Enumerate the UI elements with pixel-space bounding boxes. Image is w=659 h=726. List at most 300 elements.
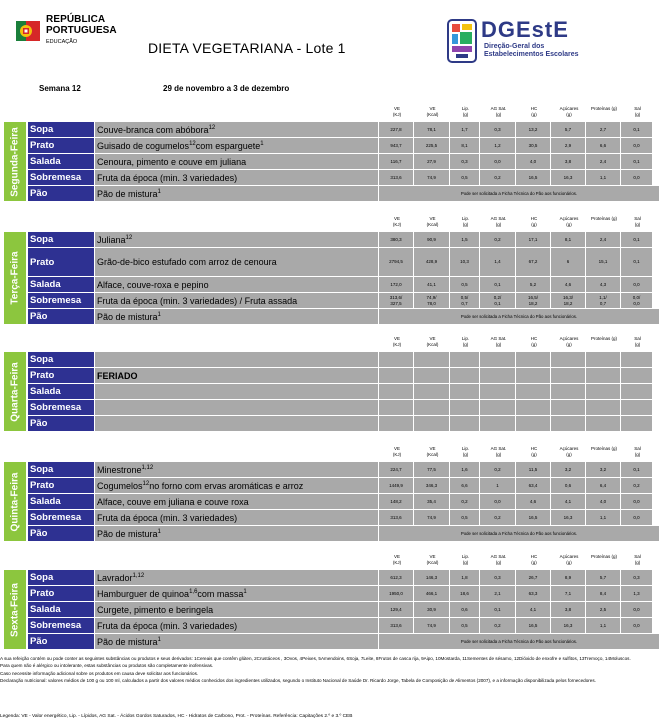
menu-row: [28, 186, 659, 201]
nutrition-value: 10,3: [450, 248, 479, 276]
nutrition-value: 3,2: [551, 462, 585, 477]
nutrition-value: 0,0: [480, 154, 515, 169]
meal-category: Sobremesa: [28, 510, 94, 525]
nutrition-value: 428,9: [414, 248, 449, 276]
column-header: VE (Kcal): [426, 216, 439, 227]
nutrition-value: 0,6: [551, 478, 585, 493]
nutrition-value: 16,3: [551, 618, 585, 633]
nutrition-value: 6,4: [586, 478, 620, 493]
nutrition-value: 1449,9: [379, 478, 413, 493]
nutrition-value: 612,3: [379, 570, 413, 585]
day-label: Quarta-Feira: [4, 352, 26, 431]
meal-category: Salada: [28, 602, 94, 617]
nutrition-value: 7,1: [551, 586, 585, 601]
meal-category: Prato: [28, 138, 94, 153]
nutrition-value: 0,1: [480, 602, 515, 617]
nutrition-value: 0,2: [450, 494, 479, 509]
nutrition-value: 74,9: [414, 510, 449, 525]
column-header: VE (KJ): [392, 446, 402, 457]
column-header: Sal (g): [634, 336, 641, 347]
dish-name: Lavrador $^{1,12}$: [95, 570, 378, 585]
dish-name: Fruta da época (min. 3 variedades) / Fruta assada: [95, 293, 378, 308]
nutrition-value: 0,2: [480, 232, 515, 247]
portuguesa-text: PORTUGUESA: [46, 24, 117, 36]
nutrition-value: 16,5: [516, 618, 550, 633]
column-header: Lip. (g): [461, 216, 470, 227]
nutrition-value: 0,0: [621, 618, 652, 633]
column-header: HC (g): [530, 216, 538, 227]
empty-cell: [414, 400, 449, 415]
empty-cell: [480, 400, 515, 415]
menu-row: [28, 248, 659, 276]
nutrition-value: 2,7: [586, 122, 620, 137]
bread-request-note: Pode ser solicitada a Ficha Técnica do Pão aos funcionários.: [379, 634, 659, 649]
nutrition-value: 0,3: [621, 570, 652, 585]
column-header: Sal (g): [634, 446, 641, 457]
legend-note: Legenda: VE - Valor energético, Lip. - Lípidos, AG Sat. - Ácidos Gordos Saturados, HC - Hidratos de Carbono, Prot. - Proteínas. Referência: Capitações 2.º e 3.º CEB: [0, 714, 353, 719]
day-label: Quinta-Feira: [4, 462, 26, 541]
nutrition-value: 26,7: [516, 570, 550, 585]
nutrition-value: 4,1: [551, 494, 585, 509]
nutrition-value: 4,1: [516, 602, 550, 617]
nutrition-value: 4,3: [586, 277, 620, 292]
nutrition-value: 313,6: [379, 510, 413, 525]
nutrition-value: 67,2: [516, 248, 550, 276]
nutrition-value: 0,2: [621, 478, 652, 493]
meal-category: Sobremesa: [28, 170, 94, 185]
empty-cell: [379, 368, 413, 383]
empty-cell: [480, 368, 515, 383]
nutrition-value: 41,1: [414, 277, 449, 292]
column-header: Sal (g): [634, 216, 641, 227]
nutrition-value: 77,5: [414, 462, 449, 477]
column-header: VE (Kcal): [426, 554, 439, 565]
empty-cell: [551, 416, 585, 431]
nutrition-value: 148,2: [379, 494, 413, 509]
republica-portuguesa-logo: [16, 15, 136, 65]
menu-row: [28, 384, 653, 399]
day-label: Sexta-Feira: [4, 570, 26, 649]
meal-category: Sopa: [28, 352, 94, 367]
column-header: Proteínas (g): [590, 336, 617, 341]
dish-name: Pão de mistura $^1$: [95, 526, 378, 541]
menu-row: [28, 170, 659, 185]
nutrition-value: 0,1: [621, 122, 652, 137]
nutrition-value: 13,2: [516, 122, 550, 137]
menu-row: [28, 138, 659, 153]
footer-notes: [0, 655, 659, 684]
column-header: AG Sat. (g): [490, 336, 507, 347]
nutrition-value: 63,3: [516, 586, 550, 601]
empty-cell: [551, 352, 585, 367]
column-header: Açúcares (g): [559, 106, 579, 117]
menu-row: [28, 368, 653, 383]
empty-cell: [621, 352, 652, 367]
column-header: Lip. (g): [461, 446, 470, 457]
page-title: DIETA VEGETARIANA - Lote 1: [148, 40, 346, 56]
menu-row: [28, 602, 659, 617]
nutrition-value: 27,9: [414, 154, 449, 169]
empty-cell: [621, 400, 652, 415]
nutrition-value: 16,3: [551, 170, 585, 185]
nutrition-value: 0,1: [621, 248, 652, 276]
column-header: Lip. (g): [461, 106, 470, 117]
nutrition-value: 1,5: [450, 232, 479, 247]
meal-category: Salada: [28, 494, 94, 509]
bread-request-note: Pode ser solicitada a Ficha Técnica do Pão aos funcionários.: [379, 526, 659, 541]
nutrition-value: 15,1: [586, 248, 620, 276]
nutrition-value: 1,8: [450, 570, 479, 585]
nutrition-value: 0,6: [450, 602, 479, 617]
column-header: VE (KJ): [392, 216, 402, 227]
meal-category: Prato: [28, 368, 94, 383]
nutrition-value: 5,2: [516, 277, 550, 292]
empty-cell: [516, 416, 550, 431]
menu-row: [28, 570, 659, 585]
nutrition-value: 63,4: [516, 478, 550, 493]
nutrition-value: 1,6: [450, 462, 479, 477]
menu-row: [28, 277, 659, 292]
nutrition-value: 30,9: [414, 602, 449, 617]
empty-cell: [621, 368, 652, 383]
menu-row: [28, 122, 659, 137]
menu-row: [28, 154, 659, 169]
nutrition-value: 2,5: [586, 602, 620, 617]
nutrition-value: 74,9: [414, 170, 449, 185]
empty-cell: [450, 384, 479, 399]
nutrition-value: 8,4: [586, 586, 620, 601]
menu-row: [28, 494, 659, 509]
nutrition-value: 1: [480, 478, 515, 493]
empty-cell: [450, 416, 479, 431]
column-header: VE (KJ): [392, 336, 402, 347]
nutrition-value: 225,5: [414, 138, 449, 153]
empty-cell: [516, 400, 550, 415]
column-header: Proteínas (g): [590, 216, 617, 221]
menu-row: [28, 400, 653, 415]
nutrition-value: 0,2: [480, 462, 515, 477]
dish-name: [95, 352, 378, 367]
meal-category: Salada: [28, 384, 94, 399]
column-header: HC (g): [530, 446, 538, 457]
bread-request-note: Pode ser solicitada a Ficha Técnica do Pão aos funcionários.: [379, 309, 659, 324]
nutrition-value: 313,6/ 327,5: [379, 293, 413, 308]
nutrition-value: 129,4: [379, 602, 413, 617]
nutrition-value: 943,7: [379, 138, 413, 153]
nutrition-value: 2,1: [480, 586, 515, 601]
empty-cell: [586, 416, 620, 431]
nutrition-value: 2,4: [586, 232, 620, 247]
column-header: VE (Kcal): [426, 446, 439, 457]
nutrition-value: 0,1: [621, 232, 652, 247]
nutrition-value: 35,4: [414, 494, 449, 509]
empty-cell: [516, 352, 550, 367]
nutrition-value: 8,9: [551, 570, 585, 585]
empty-cell: [586, 384, 620, 399]
meal-category: Salada: [28, 277, 94, 292]
empty-cell: [621, 384, 652, 399]
empty-cell: [586, 352, 620, 367]
nutrition-value: 0,5: [450, 277, 479, 292]
menu-row: [28, 416, 653, 431]
nutrition-value: 8,1: [551, 232, 585, 247]
column-header: VE (Kcal): [426, 106, 439, 117]
intolerant-note: Para quem não é alérgico ou intolerante, estas substâncias ou produtos são completamente inofensivas.: [0, 663, 214, 669]
dish-name: Curgete, pimento e beringela: [95, 602, 378, 617]
column-header: Lip. (g): [461, 554, 470, 565]
nutrition-value: 90,9: [414, 232, 449, 247]
column-header: VE (Kcal): [426, 336, 439, 347]
republica-text: REPÚBLICA: [46, 14, 106, 25]
nutrition-value: 1,3: [621, 586, 652, 601]
column-header: Sal (g): [634, 554, 641, 565]
nutrition-value: 1,1: [586, 618, 620, 633]
column-header: VE (KJ): [392, 554, 402, 565]
dish-name: Fruta da época (min. 3 variedades): [95, 510, 378, 525]
nutrition-value: 0,3: [480, 122, 515, 137]
nutrition-value: 1,7: [450, 122, 479, 137]
dish-name: Cenoura, pimento e couve em juliana: [95, 154, 378, 169]
meal-category: Sobremesa: [28, 400, 94, 415]
nutrition-value: 0,2: [480, 510, 515, 525]
column-header: AG Sat. (g): [490, 106, 507, 117]
dish-name: [95, 400, 378, 415]
nutrition-value: 466,1: [414, 586, 449, 601]
menu-row: [28, 293, 659, 308]
menu-row: [28, 352, 653, 367]
nutrition-value: 4,0: [516, 154, 550, 169]
empty-cell: [379, 400, 413, 415]
nutrition-value: 313,6: [379, 170, 413, 185]
meal-category: Sobremesa: [28, 618, 94, 633]
empty-cell: [480, 352, 515, 367]
column-header: AG Sat. (g): [490, 216, 507, 227]
meal-category: Sopa: [28, 570, 94, 585]
date-range: 29 de novembro a 3 de dezembro: [163, 84, 290, 93]
dish-name: Fruta da época (min. 3 variedades): [95, 170, 378, 185]
meal-category: Pão: [28, 309, 94, 324]
empty-cell: [379, 352, 413, 367]
menu-row: [28, 526, 659, 541]
nutrition-value: 0,2/ 0,1: [480, 293, 515, 308]
dish-name: [95, 416, 378, 431]
column-header: Açúcares (g): [559, 554, 579, 565]
meal-category: Prato: [28, 248, 94, 276]
nutrition-value: 16,3/ 18,2: [551, 293, 585, 308]
dish-name: Grão-de-bico estufado com arroz de cenoura: [95, 248, 378, 276]
nutrition-value: 146,3: [414, 570, 449, 585]
empty-cell: [516, 368, 550, 383]
dgeste-logo: [446, 18, 616, 66]
empty-cell: [480, 384, 515, 399]
nutrition-value: 0,0: [621, 138, 652, 153]
meal-category: Sopa: [28, 232, 94, 247]
empty-cell: [414, 368, 449, 383]
nutrition-value: 0,0: [621, 170, 652, 185]
empty-cell: [586, 368, 620, 383]
day-label: Terça-Feira: [4, 232, 26, 324]
nutrition-value: 3,2: [586, 462, 620, 477]
nutrition-value: 4,0: [586, 494, 620, 509]
nutrition-value: 6,6: [450, 478, 479, 493]
empty-cell: [586, 400, 620, 415]
week-label: Semana 12: [39, 84, 81, 93]
empty-cell: [379, 384, 413, 399]
nutrition-value: 30,5: [516, 138, 550, 153]
nutrition-value: 0,2: [480, 618, 515, 633]
nutrition-value: 1,4: [480, 248, 515, 276]
nutrition-value: 16,5: [516, 510, 550, 525]
empty-cell: [551, 400, 585, 415]
nutrition-value: 227,8: [379, 122, 413, 137]
info-note: Caso necessite informação adicional sobre os produtos em causa deve solicitar aos funcionários.: [0, 670, 199, 676]
menu-row: [28, 478, 659, 493]
nutrition-value: 0,5/ 0,7: [450, 293, 479, 308]
column-header: Proteínas (g): [590, 446, 617, 451]
nutrition-value: 0,3: [450, 154, 479, 169]
menu-row: [28, 634, 659, 649]
dish-name: Cogumelos $^{12}$ no forno com ervas aromáticas e arroz: [95, 478, 378, 493]
dish-name: Alface, couve-roxa e pepino: [95, 277, 378, 292]
meal-category: Sopa: [28, 462, 94, 477]
column-header: Sal (g): [634, 106, 641, 117]
nutrition-value: 17,1: [516, 232, 550, 247]
dish-name: Alface, couve em juliana e couve roxa: [95, 494, 378, 509]
meal-category: Sopa: [28, 122, 94, 137]
empty-cell: [379, 416, 413, 431]
nutrition-value: 16,5/ 18,2: [516, 293, 550, 308]
empty-cell: [414, 352, 449, 367]
empty-cell: [480, 416, 515, 431]
nutrition-value: 0,0/ 0,0: [621, 293, 652, 308]
day-label: Segunda-Feira: [4, 122, 26, 201]
nutrition-value: 4,6: [516, 494, 550, 509]
empty-cell: [450, 368, 479, 383]
nutrition-value: 0,3: [480, 570, 515, 585]
educacao-text: EDUCAÇÃO: [46, 39, 78, 45]
dish-name: Juliana $^{12}$: [95, 232, 378, 247]
menu-row: [28, 232, 659, 247]
menu-row: [28, 462, 659, 477]
nutrition-value: 0,0: [621, 277, 652, 292]
bread-request-note: Pode ser solicitada a Ficha Técnica do Pão aos funcionários.: [379, 186, 659, 201]
nutrition-value: 0,5: [450, 510, 479, 525]
nutrition-value: 1,1/ 0,7: [586, 293, 620, 308]
meal-category: Pão: [28, 416, 94, 431]
nutrition-value: 16,5: [516, 170, 550, 185]
nutrition-value: 16,3: [551, 510, 585, 525]
meal-category: Sobremesa: [28, 293, 94, 308]
column-header: VE (KJ): [392, 106, 402, 117]
menu-row: [28, 618, 659, 633]
column-header: Proteínas (g): [590, 554, 617, 559]
dish-name: Pão de mistura $^1$: [95, 634, 378, 649]
nutrition-value: 1950,0: [379, 586, 413, 601]
column-header: AG Sat. (g): [490, 446, 507, 457]
dish-name: FERIADO: [95, 368, 378, 383]
dish-name: Fruta da época (min. 3 variedades): [95, 618, 378, 633]
column-header: HC (g): [530, 106, 538, 117]
nutrition-value: 0,0: [621, 494, 652, 509]
nutrition-value: 116,7: [379, 154, 413, 169]
dgeste-emblem-icon: [446, 18, 478, 64]
empty-cell: [551, 384, 585, 399]
empty-cell: [516, 384, 550, 399]
meal-category: Prato: [28, 478, 94, 493]
nutrition-value: 346,3: [414, 478, 449, 493]
nutrition-value: 18,6: [450, 586, 479, 601]
nutrition-value: 2,4: [586, 154, 620, 169]
portugal-coat-of-arms-icon: [16, 17, 42, 45]
column-header: Açúcares (g): [559, 336, 579, 347]
nutrition-value: 5,7: [586, 570, 620, 585]
column-header: Proteínas (g): [590, 106, 617, 111]
column-header: AG Sat. (g): [490, 554, 507, 565]
empty-cell: [450, 400, 479, 415]
meal-category: Pão: [28, 526, 94, 541]
empty-cell: [621, 416, 652, 431]
nutrition-value: 0,1: [621, 154, 652, 169]
nutrition-value: 172,0: [379, 277, 413, 292]
menu-row: [28, 510, 659, 525]
nutrition-value: 6,6: [586, 138, 620, 153]
nutrition-value: 0,0: [621, 510, 652, 525]
nutrition-value: 11,5: [516, 462, 550, 477]
nutrition-value: 74,9/ 78,0: [414, 293, 449, 308]
page-header: [0, 0, 659, 80]
nutrition-value: 313,6: [379, 618, 413, 633]
meal-category: Prato: [28, 586, 94, 601]
allergens-note: A sua refeição contém ou pode conter as seguintes substâncias ou produtos e seus derivados: 1Cereais que contêm glúten, 2Crustáceos , 3Ovos, 4Peixes, 5Amendoins, 6Soja, 7Leite, 8Frutos de casca rija, 9Aipo, 10Mostarda, 11Sementes de sésamo, 12Dióxido de enxofre e sulfitos, 13Tremoço, 14Moluscos.: [0, 656, 631, 661]
nutrition-value: 1,2: [480, 138, 515, 153]
meal-category: Pão: [28, 186, 94, 201]
dish-name: Minestrone $^{1,12}$: [95, 462, 378, 477]
nutrition-value: 0,0: [621, 602, 652, 617]
empty-cell: [450, 352, 479, 367]
empty-cell: [414, 416, 449, 431]
nutrition-value: 2,9: [551, 138, 585, 153]
empty-cell: [414, 384, 449, 399]
nutrition-value: 1,1: [586, 170, 620, 185]
dish-name: Hamburguer de quinoa $^{1,6}$ com massa $^1$: [95, 586, 378, 601]
dish-name: [95, 384, 378, 399]
nutrition-value: 0,0: [480, 494, 515, 509]
nutrition-value: 6: [551, 248, 585, 276]
nutrition-value: 0,1: [621, 462, 652, 477]
column-header: Açúcares (g): [559, 446, 579, 457]
nutrition-value: 3,8: [551, 602, 585, 617]
nutrition-value: 1,1: [586, 510, 620, 525]
dish-name: Couve-branca com abóbora $^{12}$: [95, 122, 378, 137]
nutrition-value: 8,1: [450, 138, 479, 153]
column-header: Açúcares (g): [559, 216, 579, 227]
nutrition-value: 78,1: [414, 122, 449, 137]
meal-category: Pão: [28, 634, 94, 649]
dgeste-name: DGEstE: [481, 17, 569, 42]
nutrition-value: 380,3: [379, 232, 413, 247]
dgeste-subtitle: Direção-Geral dos Estabelecimentos Escolares: [484, 43, 579, 59]
column-header: HC (g): [530, 336, 538, 347]
empty-cell: [551, 368, 585, 383]
nutrition-value: 224,7: [379, 462, 413, 477]
nutrition-value: 74,9: [414, 618, 449, 633]
declaration-note: Declaração nutricional: valores médios de 100 g ou 100 ml, calculados a partir dos valores médios conhecidos dos ingredientes utilizados, segundo o Instituto Nacional de Saúde Dr. Ricardo Jorge, Tabela de Composição de Alimentos (2007), e a informação disponibilizada pelos fornecedores.: [0, 678, 596, 684]
nutrition-value: 0,5: [450, 618, 479, 633]
dish-name: Guisado de cogumelos $^{12}$ com esparguete $^1$: [95, 138, 378, 153]
meal-category: Salada: [28, 154, 94, 169]
column-header: HC (g): [530, 554, 538, 565]
nutrition-value: 5,7: [551, 122, 585, 137]
